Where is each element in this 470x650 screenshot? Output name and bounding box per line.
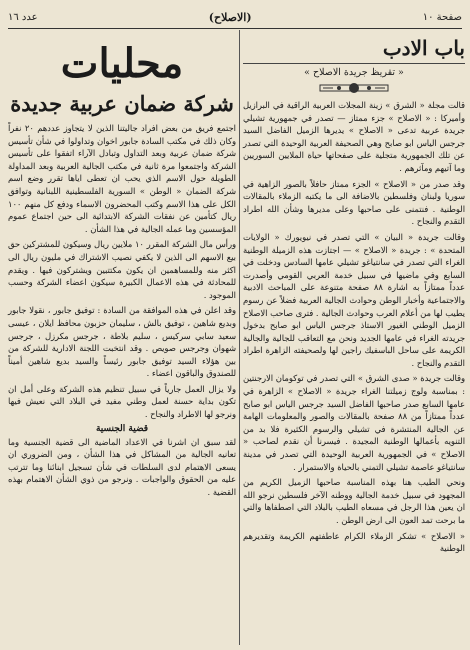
newspaper-name: (الاصلاح) — [208, 10, 252, 24]
right-column — [243, 30, 465, 645]
article-headline: شركة ضمان عربية جديدة — [10, 91, 234, 116]
section-title-local-news: محليات — [60, 40, 184, 87]
left-column — [8, 30, 236, 645]
paragraph: ولا يزال العمل جارياً في سبيل تنظيم هذه الشركة وعلى أمل ان تكون بداية حسنة لعمل وطني مفيد في البلاد التي نعيش فيها ونرجو لها الاطراد والنجاح . — [8, 383, 236, 420]
ornament-icon — [243, 81, 465, 95]
column-divider — [239, 30, 240, 645]
paragraph: ونحي الطيب هنا بهذه المناسبة صاحبها الزميل الكريم من المجهود في سبيل خدمة الجالية ووطنه الآخر فلسطين نرجو الله ان يعين هذا الرجل في مسعاه الطيب بالبلاد التي اصطفاها والتي ما برحت تمد العون الى ارض الوطن . — [243, 477, 465, 525]
paragraph: وقد اعلن في هذه الموافقة من السادة : توفيق جابور ، نقولا جابور وبديع شاهين ، توفيق بالش ، سليمان حزبون محافظ ايلان ، عيسى سعيد سابي سركيس ، سليم بلاطة ، جرجس مكرزل ، جرجس شهوان وجرجس صويص . وقد انتخبت اللجنة الادارية للشركة من بين هؤلاء السيد توفيق جابور رئيساً والسيد بديع شاهين أميناً للصندوق والباقون اعضاء . — [8, 305, 236, 379]
section-head-nationality: قضية الجنسية — [95, 423, 149, 434]
paragraph: لقد سبق ان اشرنا في الاعداد الماضية الى قضية الجنسية وما تعانيه الجالية من المشاكل في هذا الشأن ، ومن الضروري ان يسعى الاهتمام لدى السلطات في شأن تسجيل ابنائنا وما تترتب عليه من الحقوق والواجبات . ونرجو من ذوي الشأن الاهتمام بهذه القضية . — [8, 436, 236, 498]
paragraph: وقالت جريدة « البيان » التي تصدر في نيويورك « الولايات المتحدة » : جريدة « الاصلاح » — اجتازت هذه الزميلة الوطنية الغراء التي تصدر في سانتياغو تشيلي عامها السادس ودخلت في السابع وفي ماضيها في سبيل خدمة العربي القومي وأصدرت عدداً ممتازاً به اشارة ٨٨ صفحة متنوعة على المباحث الادبية والاجتماعية وأخبار الوطن وحوادث الجالية العربية فضلاً عن رسوم يطيب لها من أعلام العرب وحوادث الجالية . فترى صاحب الاصلاح الزميل الوطني الغيور الاستاذ جرجس الياس ابو صابح بدخول جريدته الغراء في عامها الجديد ونحن مع التعاقب للجالية والجالية الكريمة على ساحل الباسفيك راجين لها ولصحيفته الزاهرة اطراد التقدم والنجاح . — [243, 231, 465, 368]
page-header — [8, 6, 462, 29]
paragraph: قالت مجلة « الشرق » زينة المجلات العربية الراقية في البرازيل وأميركا : « الاصلاح » جزء ممتاز — تصدر في جمهورية تشيلي جريدة عربية تدعى « الاصلاح » يديرها الزميل الفاضل السيد جرجس الياس ابو صابح وهي الصحيفة العربية الوحيدة التي تصدر عن تلك الجمهورية متجلية على صفحاتها حياة الملايين السوريين وما آتيهم ومآثرهم . — [243, 100, 465, 173]
issue-number: عدد ١٦ — [8, 11, 38, 23]
paragraph: ورأس مال الشركة المقرر ١٠ ملايين ريال وسيكون للمشتركين حق بيع الاسهم الى الذين لا يكفي نصيب الاشتراك في مليون ريال الى اكثر منه وللمساهمين ان يكون مكتتبين ويشتركون فيها . ويقدم للمحادثة في هذه الاعمال الكبيرة سيكون اعضاء الشركة وحسب الموجود . — [8, 239, 236, 300]
paragraph: وقد صدر من « الاصلاح » الجزء ممتاز حافلاً بالصور الزاهية في سوريا ولبنان وفلسطين بالاضافة الى ما يكتبه الزملاء بالمقالات الوطنية . فنتمنى على صاحبها وعلى مديرها وشأن الله اطراد التقدم والنجاح . — [243, 178, 465, 227]
section-subtitle: « تقريظ جريدة الاصلاح » — [304, 67, 404, 78]
title-rule — [243, 63, 465, 64]
paragraph: اجتمع فريق من بعض افراد جاليتنا الذين لا يتجاوز عددهم ٢٠ نفراً وكان ذلك في مكتب السادة جابور اخوان وتداولوا في شأن تأسيس شركة ضمان عربية وبعد التداول وتبادل الآراء اتفقوا على تأسيس الشركة واجتمعوا مرة ثانية في مكتب الجالية العربية وبعد المداولة الطويلة حول الاسم الذي يحب ان تعطى اياها تقرر وضع اسم شركة الضمان « الوطن » السورية الفلسطينية اللبنانية وتوافق الكل على هذا الاسم وكتب المحضرون الاسماء ودفع كل منهم ١٠٠ ريال كتأمين عن نفقات الشركة الابتدائية الى حين اجتماع عموم المؤسسين وما عمله الجالية في هذا الشأن . — [8, 123, 236, 234]
paragraph: وقالت جريدة « صدى الشرق » التي تصدر في توكومان الارجنتين : بمناسبة ولوج زميلتنا الغراء جريدة « الاصلاح » الزاهرة في عامها السابع صدر صاحبها الفاضل السيد جرجس الياس ابو صابح عدداً ممتازاً من ٨٨ صفحة بالمقالات والصور والمعلومات الهامة عن الجالية المنتشرة في تشيلي والرسوم الكثيرة فلا بد من التنويه بأعمالها الوطنية المجيدة . فيسرنا أن نقدم لصاحب « الاصلاح » في الجمهورية العربية الوحيدة التي تصدر في مدينة سانتياغو عاصمة تشيلي التمني بالحياة والاستمرار . — [243, 373, 465, 472]
paragraph: « الاصلاح » تشكر الزملاء الكرام عاطفتهم الكريمة وتقديرهم الوطنية — [243, 530, 465, 554]
page-number: صفحة ١٠ — [422, 11, 462, 23]
section-title-literature: باب الادب — [382, 36, 465, 60]
